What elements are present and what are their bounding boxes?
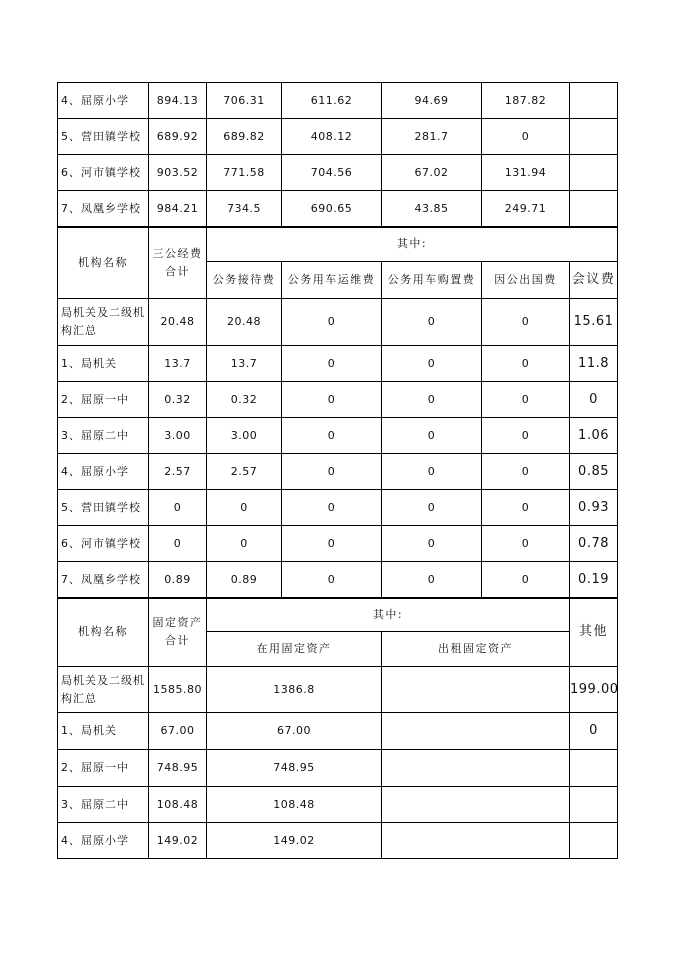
header-other: 其他	[570, 598, 618, 667]
table-cell: 67.00	[149, 713, 207, 750]
table-cell: 0	[382, 490, 482, 526]
table-cell: 13.7	[149, 346, 207, 382]
row-org-label: 3、屈原二中	[58, 787, 149, 823]
table-cell: 0	[207, 526, 282, 562]
header-reception: 公务接待费	[207, 262, 282, 299]
table-cell: 0	[482, 454, 570, 490]
table-cell: 108.48	[149, 787, 207, 823]
table-cell	[570, 191, 618, 228]
table-cell: 0	[570, 382, 618, 418]
table-cell: 0	[382, 346, 482, 382]
table-row	[58, 191, 618, 228]
table-cell: 0.85	[570, 454, 618, 490]
table-cell: 2.57	[149, 454, 207, 490]
row-org-label: 5、营田镇学校	[58, 490, 149, 526]
row-org-label: 6、河市镇学校	[58, 526, 149, 562]
table-cell	[382, 823, 570, 859]
table-row	[58, 667, 618, 713]
row-org-label: 6、河市镇学校	[58, 155, 149, 191]
table-cell: 0	[282, 418, 382, 454]
table-cell	[570, 750, 618, 787]
table-cell: 20.48	[149, 299, 207, 346]
header-org-name: 机构名称	[58, 598, 149, 667]
table-cell: 689.82	[207, 119, 282, 155]
table-cell: 0	[482, 346, 570, 382]
table-cell: 689.92	[149, 119, 207, 155]
table-cell: 894.13	[149, 83, 207, 119]
three-public-expenses-table	[57, 226, 618, 599]
row-org-label: 1、局机关	[58, 346, 149, 382]
table-cell: 108.48	[207, 787, 382, 823]
header-rented-assets: 出租固定资产	[382, 632, 570, 667]
table-cell	[570, 787, 618, 823]
table-cell: 0	[382, 299, 482, 346]
table-cell: 748.95	[207, 750, 382, 787]
table-cell: 0	[570, 713, 618, 750]
row-org-label: 4、屈原小学	[58, 83, 149, 119]
table-cell: 0	[482, 418, 570, 454]
row-org-label: 局机关及二级机构汇总	[58, 667, 149, 713]
table-cell: 704.56	[282, 155, 382, 191]
table-cell	[382, 667, 570, 713]
table-cell: 0	[482, 119, 570, 155]
table-cell: 690.65	[282, 191, 382, 228]
table-cell: 408.12	[282, 119, 382, 155]
table-row	[58, 823, 618, 859]
header-meeting: 会议费	[570, 262, 618, 299]
table-cell: 0	[482, 382, 570, 418]
table-cell: 199.00	[570, 667, 618, 713]
row-org-label: 5、营田镇学校	[58, 119, 149, 155]
table-cell: 0	[382, 562, 482, 599]
table-cell: 748.95	[149, 750, 207, 787]
table-row	[58, 382, 618, 418]
table-cell: 0	[149, 526, 207, 562]
table-cell: 149.02	[207, 823, 382, 859]
table-cell: 2.57	[207, 454, 282, 490]
table-cell	[570, 155, 618, 191]
table-cell: 0.89	[207, 562, 282, 599]
table-cell: 149.02	[149, 823, 207, 859]
header-among: 其中:	[207, 598, 570, 632]
header-abroad: 因公出国费	[482, 262, 570, 299]
table-cell	[570, 83, 618, 119]
table-cell: 0	[482, 526, 570, 562]
table-cell: 11.8	[570, 346, 618, 382]
table-row	[58, 454, 618, 490]
table-cell: 0	[482, 490, 570, 526]
table-cell	[570, 823, 618, 859]
table-cell: 0	[282, 299, 382, 346]
table-cell: 984.21	[149, 191, 207, 228]
table-row	[58, 418, 618, 454]
table-cell: 1585.80	[149, 667, 207, 713]
table-row	[58, 490, 618, 526]
table-row	[58, 155, 618, 191]
table-cell: 187.82	[482, 83, 570, 119]
table-cell: 0.32	[149, 382, 207, 418]
school-expense-table-continued	[57, 82, 618, 228]
table-row	[58, 713, 618, 750]
table-cell: 67.02	[382, 155, 482, 191]
table-cell: 94.69	[382, 83, 482, 119]
table-cell: 281.7	[382, 119, 482, 155]
row-org-label: 7、凤凰乡学校	[58, 562, 149, 599]
row-org-label: 4、屈原小学	[58, 823, 149, 859]
table-cell: 0	[282, 490, 382, 526]
table-cell: 3.00	[149, 418, 207, 454]
table-cell: 903.52	[149, 155, 207, 191]
table-cell: 734.5	[207, 191, 282, 228]
table-cell: 0.78	[570, 526, 618, 562]
table-cell: 0.32	[207, 382, 282, 418]
header-vehicle-ops: 公务用车运维费	[282, 262, 382, 299]
row-org-label: 3、屈原二中	[58, 418, 149, 454]
table-cell: 43.85	[382, 191, 482, 228]
table-cell	[382, 713, 570, 750]
row-org-label: 2、屈原一中	[58, 382, 149, 418]
row-org-label: 局机关及二级机构汇总	[58, 299, 149, 346]
table-cell: 3.00	[207, 418, 282, 454]
table-cell: 0	[382, 418, 482, 454]
row-org-label: 1、局机关	[58, 713, 149, 750]
table-row	[58, 299, 618, 346]
table-cell: 13.7	[207, 346, 282, 382]
table-cell: 0	[282, 382, 382, 418]
table-cell: 249.71	[482, 191, 570, 228]
table-cell: 0	[382, 454, 482, 490]
table-cell: 0	[207, 490, 282, 526]
table-cell: 0	[382, 382, 482, 418]
header-among: 其中:	[207, 227, 618, 262]
table-cell: 0.19	[570, 562, 618, 599]
header-org-name: 机构名称	[58, 227, 149, 299]
table-cell: 706.31	[207, 83, 282, 119]
table-cell: 0	[149, 490, 207, 526]
table-cell: 611.62	[282, 83, 382, 119]
table-cell: 0	[282, 526, 382, 562]
header-in-use-assets: 在用固定资产	[207, 632, 382, 667]
table-cell: 20.48	[207, 299, 282, 346]
table-row	[58, 750, 618, 787]
table-cell	[382, 787, 570, 823]
table-cell: 0	[482, 299, 570, 346]
row-org-label: 2、屈原一中	[58, 750, 149, 787]
table-row	[58, 526, 618, 562]
table-cell: 0	[382, 526, 482, 562]
table-cell: 0	[282, 562, 382, 599]
table-cell: 67.00	[207, 713, 382, 750]
table-cell: 0	[282, 346, 382, 382]
table-cell: 0	[482, 562, 570, 599]
table-row	[58, 119, 618, 155]
fixed-assets-table	[57, 597, 618, 859]
table-cell: 0.89	[149, 562, 207, 599]
table-cell: 1.06	[570, 418, 618, 454]
table-cell: 771.58	[207, 155, 282, 191]
row-org-label: 4、屈原小学	[58, 454, 149, 490]
table-row	[58, 787, 618, 823]
table-cell: 1386.8	[207, 667, 382, 713]
row-org-label: 7、凤凰乡学校	[58, 191, 149, 228]
table-cell: 131.94	[482, 155, 570, 191]
table-cell	[382, 750, 570, 787]
table-row	[58, 562, 618, 599]
header-vehicle-buy: 公务用车购置费	[382, 262, 482, 299]
table-cell: 15.61	[570, 299, 618, 346]
table-cell: 0.93	[570, 490, 618, 526]
header-total: 三公经费合计	[149, 227, 207, 299]
table-cell	[570, 119, 618, 155]
table-cell: 0	[282, 454, 382, 490]
table-row	[58, 83, 618, 119]
table-row	[58, 346, 618, 382]
header-fixed-total: 固定资产合计	[149, 598, 207, 667]
